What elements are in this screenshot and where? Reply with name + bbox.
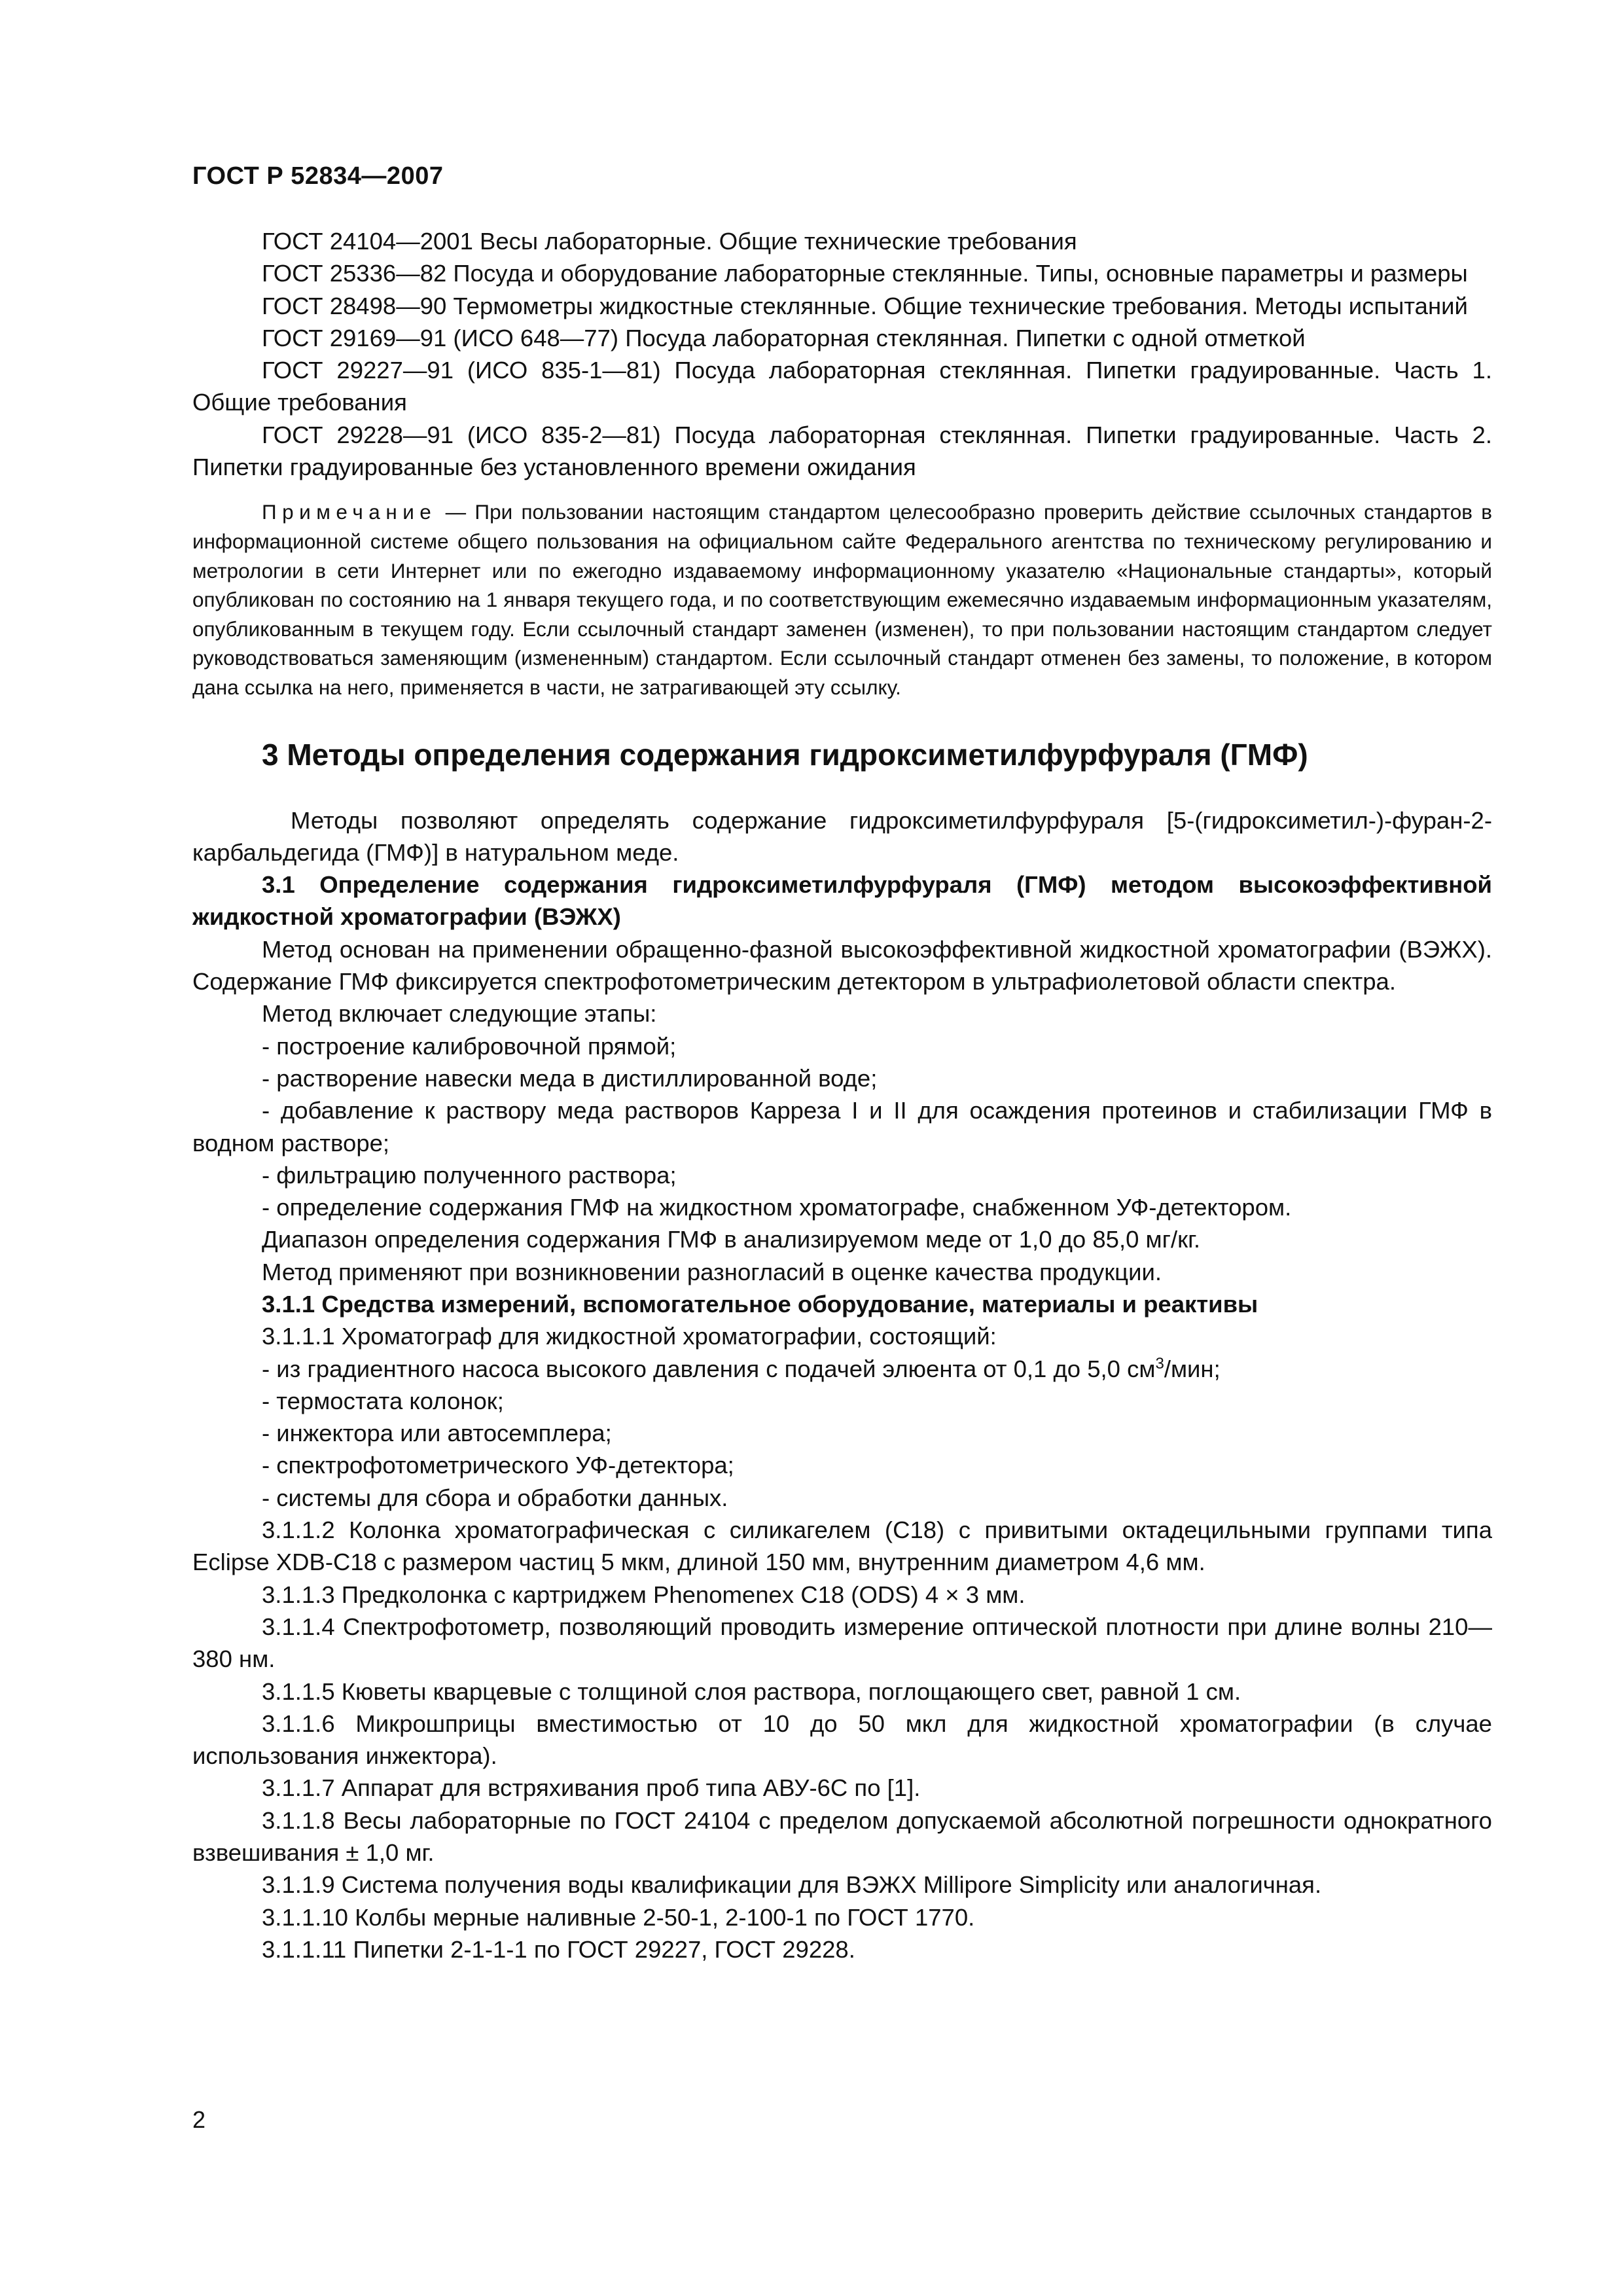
paragraph: Метод основан на применении обращенно-фазной высокоэффективной жидкостной хроматографии (ВЭЖХ). Содержание ГМФ фиксируется спектрофотометрическим детектором в ультрафиолетовой области спектра. [192, 935, 1492, 996]
section-title: 3 Методы определения содержания гидроксиметилфурфураля (ГМФ) [262, 737, 1308, 772]
numbered-item [192, 1933, 1492, 1965]
list-item: - растворение навески меда в дистиллированной воде; [262, 1064, 878, 1092]
item-text: Микрошприцы вместимостью от 10 до 50 мкл для жидкостной хроматографии (в случае использования инжектора). [192, 1710, 1492, 1770]
item-text: Кюветы кварцевые с толщиной слоя раствора, поглощающего свет, равной 1 см. [341, 1677, 1241, 1705]
item-number: 3.1.1.8 [262, 1806, 335, 1834]
document-body [192, 225, 1492, 1965]
list-item: - построение калибровочной прямой; [262, 1032, 677, 1060]
note-label: Примечание [262, 500, 437, 524]
numbered-item [192, 1708, 1492, 1772]
numbered-item [192, 1676, 1492, 1708]
reference-item: ГОСТ 24104—2001 Весы лабораторные. Общие технические требования [262, 228, 1077, 255]
page-number: 2 [192, 2106, 206, 2133]
numbered-item [192, 1772, 1492, 1804]
list-item: - определение содержания ГМФ на жидкостном хроматографе, снабженном УФ-детектором. [262, 1194, 1292, 1221]
item-number: 3.1.1.10 [262, 1903, 348, 1931]
item-number: 3.1.1.11 [262, 1935, 347, 1963]
item-text: Хроматограф для жидкостной хроматографии, состоящий: [341, 1323, 997, 1350]
note-text: — При пользовании настоящим стандартом целесообразно проверить действие ссылочных стандартов в информационной системе общего пользования на официальном сайте Федерального агентства по техническому регулированию и метрологии в сети Интернет или по ежегодно издаваемому информационному указателю «Национальные стандарты», который опубликован по состоянию на 1 января текущего года, и по соответствующим ежемесячно издаваемым информационным указателям, опубликованным в текущем году. Если ссылочный стандарт заменен (изменен), то при пользовании настоящим стандартом следует руководствоваться заменяющим (измененным) стандартом. Если ссылочный стандарт отменен без замены, то положение, в котором дана ссылка на него, применяется в части, не затрагивающей эту ссылку. [192, 500, 1492, 699]
item-number: 3.1.1.1 [262, 1323, 335, 1350]
numbered-item [192, 1320, 1492, 1352]
item-number: 3.1.1.5 [262, 1677, 335, 1705]
numbered-item [192, 1579, 1492, 1611]
item-text: Колонка хроматографическая с силикагелем (С18) с привитыми октадецильными группами типа Eclipse XDB-C18 с размером частиц 5 мкм, длиной 150 мм, внутренним диаметром 4,6 мм. [192, 1516, 1492, 1576]
paragraph: Метод применяют при возникновении разногласий в оценке качества продукции. [262, 1258, 1162, 1285]
item-number: 3.1.1.4 [262, 1613, 335, 1640]
list-item-text: - из градиентного насоса высокого давления с подачей элюента от 0,1 до 5,0 см [262, 1355, 1156, 1382]
list-item: - термостата колонок; [262, 1387, 504, 1414]
reference-item: ГОСТ 28498—90 Термометры жидкостные стеклянные. Общие технические требования. Методы испытаний [262, 292, 1468, 319]
reference-item: ГОСТ 29228—91 (ИСО 835-2—81) Посуда лабораторная стеклянная. Пипетки градуированные. Часть 2. Пипетки градуированные без установленного времени ожидания [192, 421, 1492, 481]
item-number: 3.1.1.3 [262, 1581, 335, 1608]
item-text: Предколонка с картриджем Phenomenex C18 (ODS) 4 × 3 мм. [341, 1581, 1026, 1608]
subsection-title: 3.1.1 Средства измерений, вспомогательное оборудование, материалы и реактивы [262, 1290, 1258, 1318]
item-number: 3.1.1.6 [262, 1710, 335, 1737]
list-item: - фильтрацию полученного раствора; [262, 1161, 677, 1189]
document-header: ГОСТ Р 52834—2007 [192, 162, 444, 190]
item-number: 3.1.1.9 [262, 1871, 335, 1899]
item-text: Система получения воды квалификации для ВЭЖХ Millipore Simplicity или аналогичная. [341, 1871, 1322, 1899]
numbered-item [192, 1804, 1492, 1869]
item-number: 3.1.1.7 [262, 1774, 335, 1802]
list-item: - добавление к раствору меда растворов Карреза I и II для осаждения протеинов и стабилизации ГМФ в водном растворе; [192, 1097, 1492, 1157]
item-text: Колбы мерные наливные 2-50-1, 2-100-1 по ГОСТ 1770. [355, 1903, 975, 1931]
numbered-item [192, 1611, 1492, 1676]
item-text: Спектрофотометр, позволяющий проводить измерение оптической плотности при длине волны 210—380 нм. [192, 1613, 1492, 1673]
note-paragraph [192, 497, 1492, 702]
item-text: Пипетки 2-1-1-1 по ГОСТ 29227, ГОСТ 29228. [353, 1935, 855, 1963]
item-text: Весы лабораторные по ГОСТ 24104 с пределом допускаемой абсолютной погрешности однократного взвешивания ± 1,0 мг. [192, 1806, 1492, 1867]
numbered-item [192, 1514, 1492, 1579]
item-number: 3.1.1.2 [262, 1516, 335, 1544]
list-item-text: /мин; [1164, 1355, 1221, 1382]
list-item: - инжектора или автосемплера; [262, 1420, 612, 1447]
subsection-title: 3.1 Определение содержания гидроксиметилфурфураля (ГМФ) методом высокоэффективной жидкостной хроматографии (ВЭЖХ) [192, 871, 1492, 931]
numbered-item [192, 1901, 1492, 1933]
list-item: - системы для сбора и обработки данных. [262, 1484, 728, 1511]
section-intro: Методы позволяют определять содержание гидроксиметилфурфураля [5-(гидроксиметил-)-фуран-2-карбальдегида (ГМФ)] в натуральном меде. [192, 806, 1492, 866]
item-text: Аппарат для встряхивания проб типа АВУ-6С по [1]. [341, 1774, 921, 1802]
superscript: 3 [1155, 1354, 1164, 1372]
reference-item: ГОСТ 29169—91 (ИСО 648—77) Посуда лабораторная стеклянная. Пипетки с одной отметкой [262, 324, 1306, 351]
numbered-item [192, 1869, 1492, 1901]
reference-item: ГОСТ 25336—82 Посуда и оборудование лабораторные стеклянные. Типы, основные параметры и размеры [262, 260, 1468, 287]
reference-item: ГОСТ 29227—91 (ИСО 835-1—81) Посуда лабораторная стеклянная. Пипетки градуированные. Часть 1. Общие требования [192, 357, 1492, 416]
paragraph: Диапазон определения содержания ГМФ в анализируемом меде от 1,0 до 85,0 мг/кг. [262, 1226, 1201, 1253]
list-item: - спектрофотометрического УФ-детектора; [262, 1452, 734, 1479]
list-item [192, 1353, 1492, 1385]
paragraph: Метод включает следующие этапы: [262, 1000, 657, 1028]
